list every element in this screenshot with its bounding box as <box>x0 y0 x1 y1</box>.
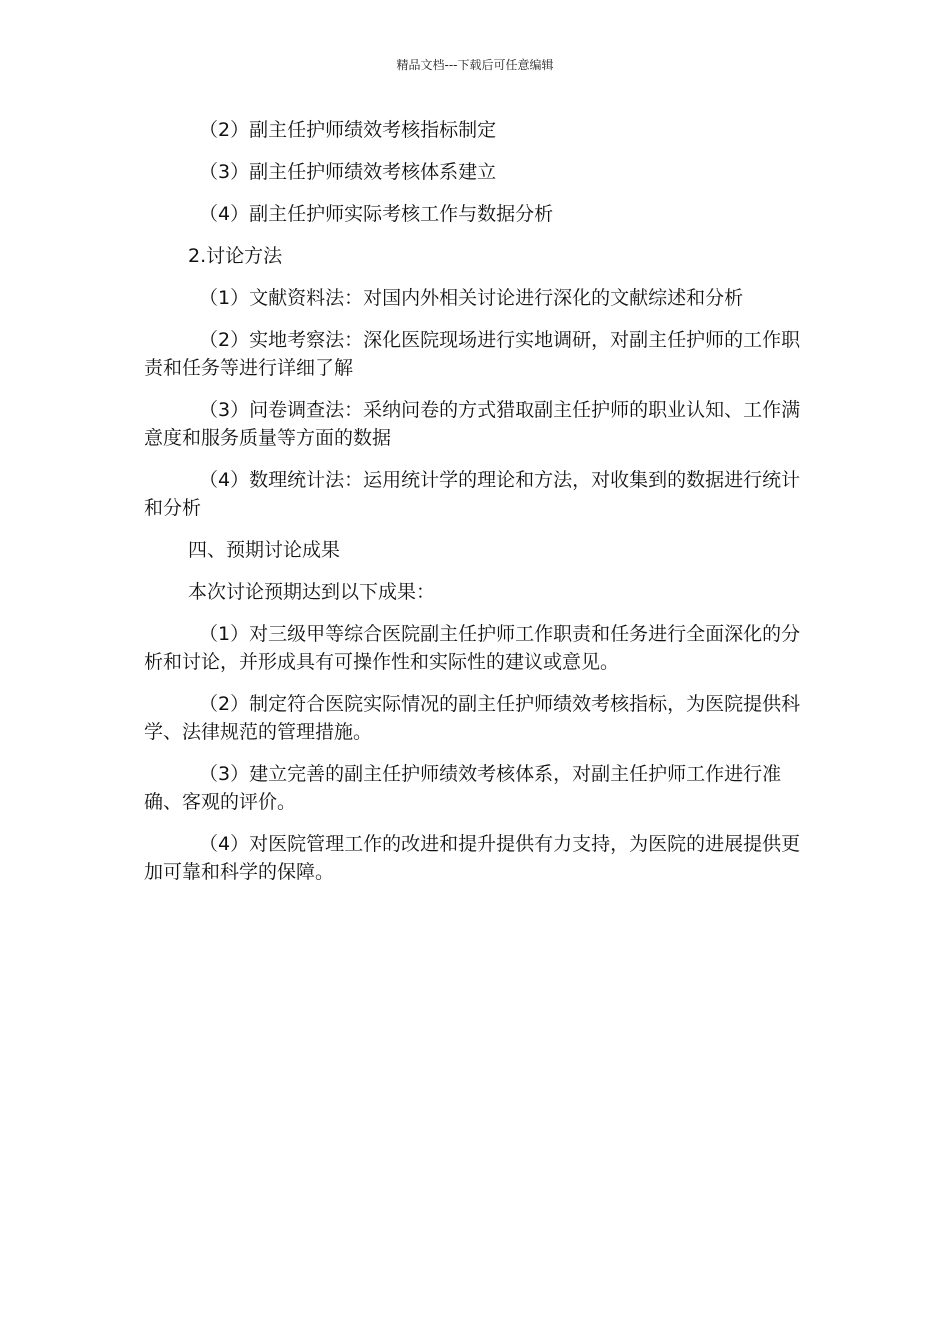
paragraph-outcome-2: （2）制定符合医院实际情况的副主任护师绩效考核指标，为医院提供科学、法律规范的管理措施。 <box>144 693 801 743</box>
document-body <box>144 116 804 900</box>
paragraph-method-literature: （1）文献资料法：对国内外相关讨论进行深化的文献综述和分析 <box>199 287 744 309</box>
page-header: 精品文档---下载后可任意编辑 <box>396 58 554 72</box>
paragraph-method-field: （2）实地考察法：深化医院现场进行实地调研，对副主任护师的工作职责和任务等进行详细了解 <box>144 329 801 379</box>
paragraph-item-2-kpi: （2）副主任护师绩效考核指标制定 <box>199 119 497 141</box>
outcomes-intro: 本次讨论预期达到以下成果： <box>188 581 436 603</box>
paragraph-outcome-4: （4）对医院管理工作的改进和提升提供有力支持，为医院的进展提供更加可靠和科学的保障。 <box>144 833 801 883</box>
paragraph-method-statistics: （4）数理统计法：运用统计学的理论和方法，对收集到的数据进行统计和分析 <box>144 469 801 519</box>
paragraph-outcome-3: （3）建立完善的副主任护师绩效考核体系，对副主任护师工作进行准确、客观的评价。 <box>144 763 782 813</box>
section-heading-methods: 2.讨论方法 <box>188 245 283 267</box>
paragraph-outcome-1: （1）对三级甲等综合医院副主任护师工作职责和任务进行全面深化的分析和讨论，并形成具有可操作性和实际性的建议或意见。 <box>144 623 801 673</box>
paragraph-method-survey: （3）问卷调查法：采纳问卷的方式猎取副主任护师的职业认知、工作满意度和服务质量等方面的数据 <box>144 399 801 449</box>
paragraph-item-4-analysis: （4）副主任护师实际考核工作与数据分析 <box>199 203 554 225</box>
section-heading-outcomes: 四、预期讨论成果 <box>188 539 341 561</box>
paragraph-item-3-system: （3）副主任护师绩效考核体系建立 <box>199 161 497 183</box>
